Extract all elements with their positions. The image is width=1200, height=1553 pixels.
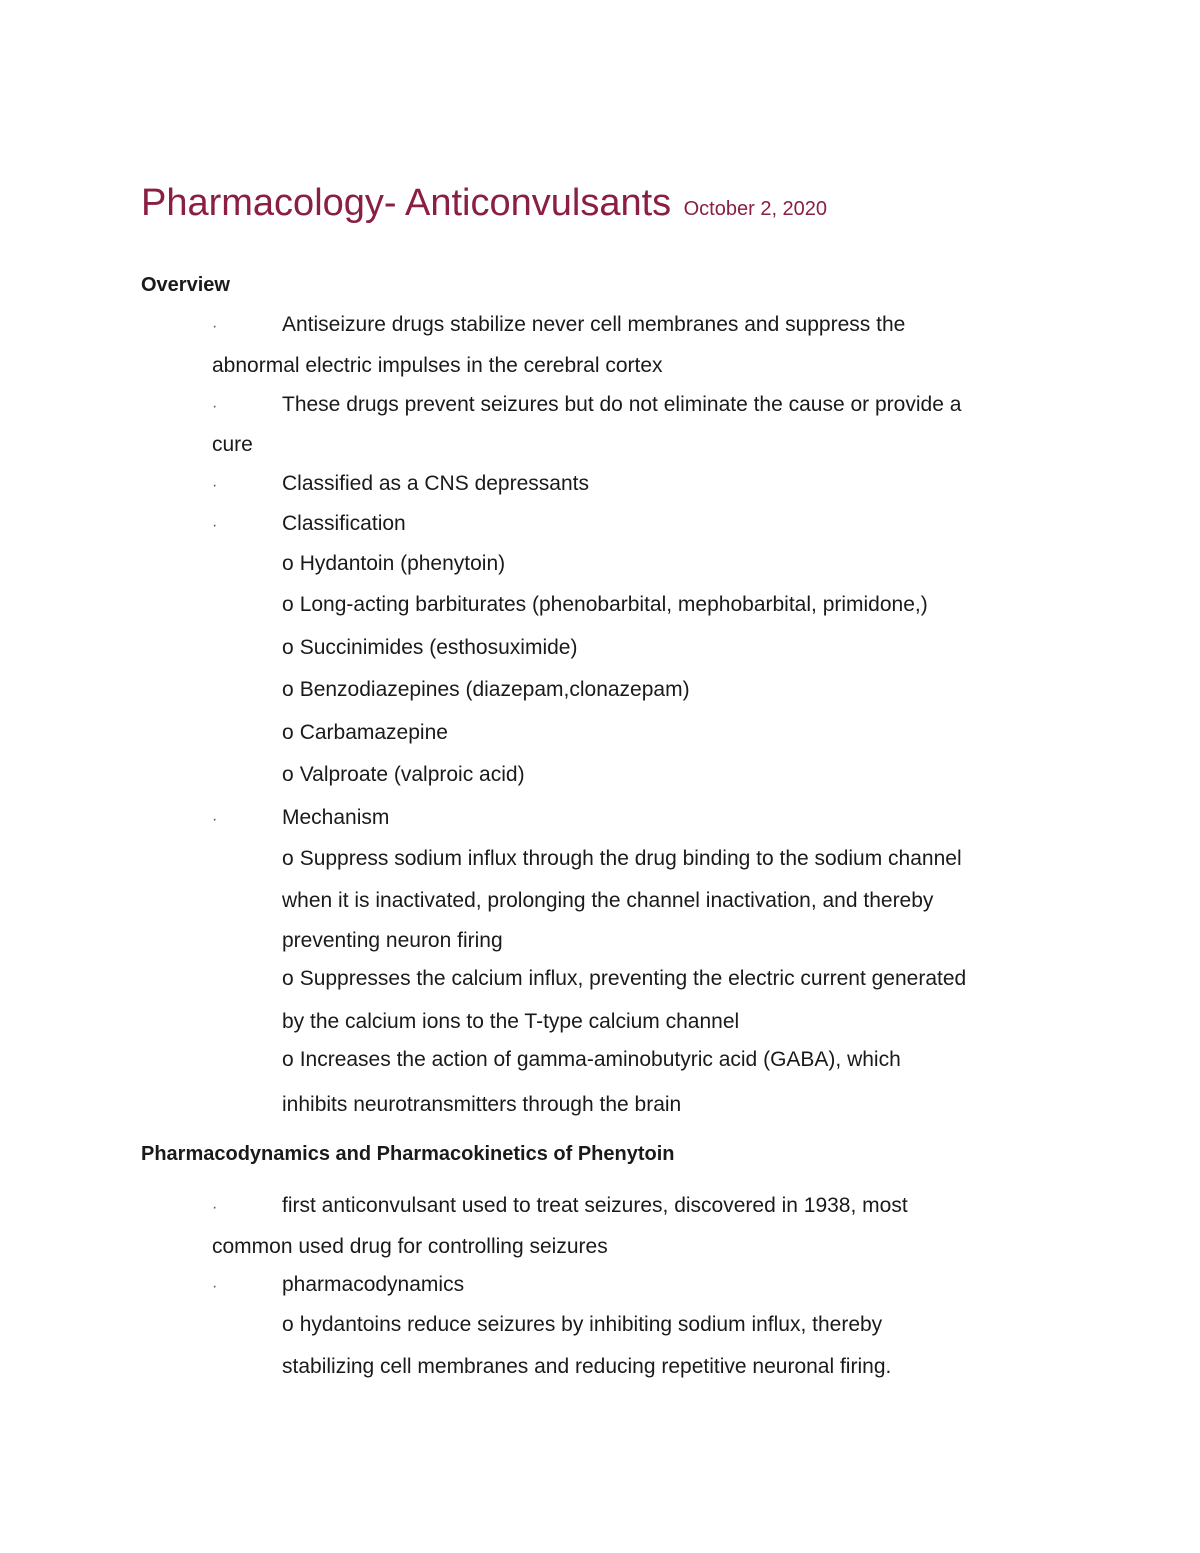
sub-bullet-marker: o — [282, 721, 294, 744]
bullet-marker: · — [212, 1278, 218, 1295]
sub-bullet-marker: o — [282, 847, 294, 870]
sub-list-item-text-continued: stabilizing cell membranes and reducing repetitive neuronal firing. — [282, 1355, 892, 1378]
list-item-text: Mechanism — [282, 806, 390, 829]
sub-bullet-marker: o — [282, 552, 294, 575]
sub-list-item — [282, 1048, 901, 1072]
list-item-text: pharmacodynamics — [282, 1273, 465, 1296]
list-item-text: These drugs prevent seizures but do not eliminate the cause or provide a — [282, 393, 962, 416]
section-heading-overview: Overview — [141, 274, 230, 296]
bullet-marker: · — [212, 1199, 218, 1216]
list-item-text-continued: abnormal electric impulses in the cerebral cortex — [212, 354, 663, 377]
bullet-marker: · — [212, 398, 218, 415]
bullet-marker: · — [212, 811, 218, 828]
sub-list-item-text: Valproate (valproic acid) — [299, 763, 525, 786]
sub-bullet-marker: o — [282, 636, 294, 659]
sub-list-item-text: Long-acting barbiturates (phenobarbital, mephobarbital, primidone,) — [299, 593, 928, 616]
sub-list-item-text: hydantoins reduce seizures by inhibiting sodium influx, thereby — [299, 1313, 883, 1336]
list-item-text: Antiseizure drugs stabilize never cell membranes and suppress the — [282, 313, 906, 336]
title-line — [141, 182, 827, 225]
sub-list-item — [282, 552, 505, 576]
sub-list-item-text: Benzodiazepines (diazepam,clonazepam) — [299, 678, 690, 701]
sub-list-item-text: Suppress sodium influx through the drug binding to the sodium channel — [299, 847, 962, 870]
list-item-text: Classification — [282, 512, 406, 535]
sub-list-item-text: Carbamazepine — [299, 721, 448, 744]
sub-list-item — [282, 847, 962, 871]
sub-list-item — [282, 636, 577, 660]
section-heading-phenytoin: Pharmacodynamics and Pharmacokinetics of Phenytoin — [141, 1143, 675, 1165]
sub-list-item-text: Succinimides (esthosuximide) — [299, 636, 578, 659]
sub-list-item — [282, 721, 448, 745]
sub-list-item-text: Suppresses the calcium influx, preventing the electric current generated — [299, 967, 967, 990]
bullet-marker: · — [212, 517, 218, 534]
bullet-marker: · — [212, 318, 218, 335]
sub-bullet-marker: o — [282, 763, 294, 786]
sub-bullet-marker: o — [282, 1313, 294, 1336]
sub-list-item-text-continued: when it is inactivated, prolonging the channel inactivation, and thereby — [282, 889, 934, 912]
list-item-text-continued: common used drug for controlling seizures — [212, 1235, 608, 1258]
document-title: Pharmacology- Anticonvulsants — [141, 182, 672, 224]
bullet-marker: · — [212, 477, 218, 494]
list-item-text-continued: cure — [212, 433, 253, 456]
sub-list-item-text: Increases the action of gamma-aminobutyric acid (GABA), which — [299, 1048, 901, 1071]
sub-list-item — [282, 593, 928, 617]
list-item-text: first anticonvulsant used to treat seizures, discovered in 1938, most — [282, 1194, 908, 1217]
sub-bullet-marker: o — [282, 967, 294, 990]
sub-list-item — [282, 967, 966, 991]
sub-bullet-marker: o — [282, 1048, 294, 1071]
document-date: October 2, 2020 — [683, 198, 828, 220]
sub-bullet-marker: o — [282, 593, 294, 616]
sub-list-item-text-continued: inhibits neurotransmitters through the brain — [282, 1093, 682, 1116]
sub-list-item-text-continued: preventing neuron firing — [282, 929, 503, 952]
sub-list-item-text-continued: by the calcium ions to the T-type calcium channel — [282, 1010, 740, 1033]
sub-list-item — [282, 678, 690, 702]
sub-list-item — [282, 763, 525, 787]
sub-list-item-text: Hydantoin (phenytoin) — [299, 552, 506, 575]
sub-list-item — [282, 1313, 882, 1337]
sub-bullet-marker: o — [282, 678, 294, 701]
list-item-text: Classified as a CNS depressants — [282, 472, 589, 495]
